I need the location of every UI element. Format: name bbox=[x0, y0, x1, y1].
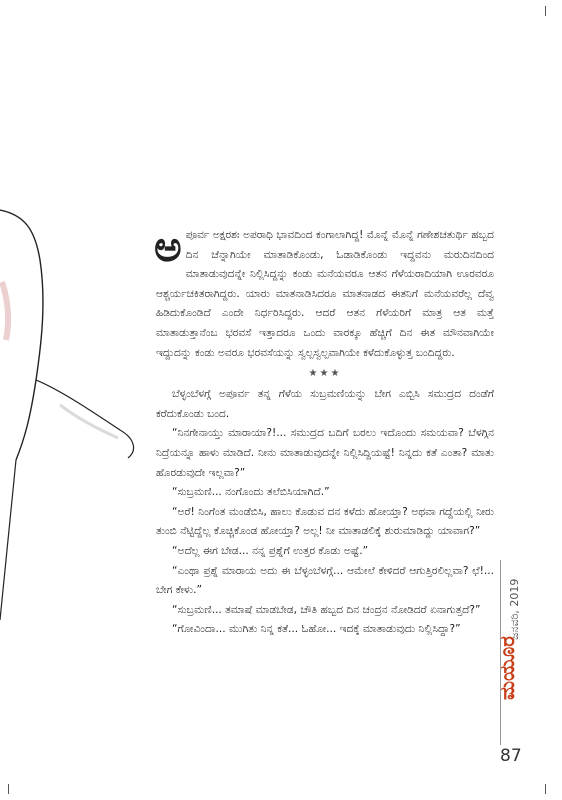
section-separator: ★★★ bbox=[308, 368, 342, 380]
crop-mark bbox=[545, 6, 546, 16]
paragraph: “ಅದೆಲ್ಲ ಈಗ ಬೇಡ... ನನ್ನ ಪ್ರಶ್ನೆಗೆ ಉತ್ತರ ಕೊಡು ಅಷ್ಟೆ.” bbox=[172, 544, 369, 557]
paragraph: “ಸುಬ್ರಮಣಿ... ತಮಾಷೆ ಮಾಡಬೇಡ, ಚೌತಿ ಹಬ್ಬದ ದಿನ ಚಂದ್ರನ ನೋಡಿದರೆ ಏನಾಗುತ್ತದೆ?” bbox=[172, 603, 481, 616]
article-body bbox=[154, 222, 494, 640]
paragraph: “ನಿನಗೇನಾಯ್ತು ಮಾರಾಯಾ?!... ಸಮುದ್ರದ ಬದಿಗೆ ಬರಲು ಇದೊಂದು ಸಮಯವಾ? ಬೆಳಗ್ಗಿನ ನಿದ್ರೆಯನ್ನೂ ಹಾಳು ಮಾಡಿದೆ. ನೀನು ಮಾತಾಡುವುದನ್ನೇ ನಿಲ್ಲಿಸಿದ್ದಿಯಷ್ಟೆ! ನಿನ್ನದು ಕತೆ ಎಂತಾ? ಮಾತು ಹೊರಡುವುದೇ ಇಲ್ಲವಾ?” bbox=[156, 427, 494, 479]
paragraph: ಬೆಳ್ಳಂಬೆಳಗ್ಗೆ ಅಪೂರ್ವ ತನ್ನ ಗೆಳೆಯ ಸುಬ್ರಮಣಿಯನ್ನು ಬೇಗ ಎಬ್ಬಿಸಿ ಸಮುದ್ರದ ದಂಡೆಗೆ ಕರೆದುಕೊಂಡು ಬಂದ. bbox=[156, 388, 494, 420]
crop-mark bbox=[545, 784, 546, 794]
paragraph: “ಅರೆ! ನಿಂಗೆಂತ ಮಂಡೆಬಿಸಿ, ಹಾಲು ಕೊಡುವ ದನ ಕಳೆದು ಹೋಯ್ತಾ? ಅಥವಾ ಗದ್ದೆಯಲ್ಲಿ ನೀರು ತುಂಬಿ ನೆಟ್ಟಿದ್ದೆಲ್ಲ ಕೊಚ್ಚಿಕೊಂಡ ಹೋಯ್ತಾ? ಅಲ್ಲ! ನೀ ಮಾತಾಡಲಿಕ್ಕೆ ಶುರುಮಾಡಿದ್ದು ಯಾವಾಗ?” bbox=[156, 505, 494, 538]
paragraph: “ಸುಬ್ರಮಣಿ... ನಂಗೊಂದು ತಲೆಬಿಸಿಯಾಗಿದೆ.” bbox=[172, 486, 330, 499]
drop-cap: ಅ bbox=[154, 222, 182, 271]
issue-date: ಜನವರಿ, 2019 bbox=[508, 578, 521, 640]
paragraph-text: ಪೂರ್ವ ಅಕ್ಷರಶಃ ಅಪರಾಧಿ ಭಾವದಿಂದ ಕಂಗಾಲಾಗಿದ್ದ! ಮೊನ್ನೆ ಮೊನ್ನೆ ಗಣೇಶಚತುರ್ಥಿ ಹಬ್ಬದ ದಿನ ಚೆನ್ನಾಗಿಯೇ ಮಾತಾಡಿಕೊಂಡು, ಓಡಾಡಿಕೊಂಡು ಇದ್ದವನು ಮರುದಿನದಿಂದ ಮಾತಾಡುವುದನ್ನೇ ನಿಲ್ಲಿಸಿದ್ದನ್ನು ಕಂಡು ಮನೆಯವರೂ ಆತನ ಗೆಳೆಯರಾದಿಯಾಗಿ ಊರವರೂ ಆಶ್ಚರ್ಯಚಕಿತರಾಗಿದ್ದರು. ಯಾರು ಮಾತನಾಡಿಸಿದರೂ ಮಾತನಾಡದ ಈತನಿಗೆ ಮನೆಯವರೆಲ್ಲ ದೆವ್ವ ಹಿಡಿದುಕೊಂಡಿದೆ ಎಂದೇ ನಿರ್ಧರಿಸಿದ್ದರು. ಆದರೆ ಆತನ ಗೆಳೆಯರಿಗೆ ಮಾತ್ರ ಆತ ಮತ್ತೆ ಮಾತಾಡುತ್ತಾನೆಂಬ ಭರವಸೆ ಇತ್ತಾದರೂ ಒಂದು ವಾರಕ್ಕೂ ಹೆಚ್ಚಿಗೆ ದಿನ ಈತ ಮೌನವಾಗಿಯೇ ಇದ್ದುದನ್ನು ಕಂಡು ಅವರೂ ಭರವಸೆಯನ್ನು ಸ್ವಲ್ಪಸ್ವಲ್ಪವಾಗಿಯೇ ಕಳೆದುಕೊಳ್ಳುತ್ತ ಬಂದಿದ್ದರು. bbox=[156, 229, 494, 359]
magazine-name: ಮಯೂರ bbox=[495, 636, 519, 700]
paragraph bbox=[154, 222, 494, 363]
page-number: 87 bbox=[500, 746, 522, 766]
paragraph: “ಗೋವಿಂದಾ... ಮುಗಿತು ನಿನ್ನ ಕತೆ... ಓಹೋ... ಇದಕ್ಕೆ ಮಾತಾಡುವುದು ನಿಲ್ಲಿಸಿದ್ದಾ?” bbox=[172, 623, 461, 636]
paragraph: “ಎಂಥಾ ಪ್ರಶ್ನೆ ಮಾರಾಯ ಅದು ಈ ಬೆಳ್ಳಂಬೆಳಗ್ಗೆ... ಆಮೇಲೆ ಕೇಳಿದರೆ ಆಗುತ್ತಿರಲಿಲ್ಲವಾ? ಛೆ!... ಬೇಗ ಕೇಳು.” bbox=[156, 564, 494, 597]
